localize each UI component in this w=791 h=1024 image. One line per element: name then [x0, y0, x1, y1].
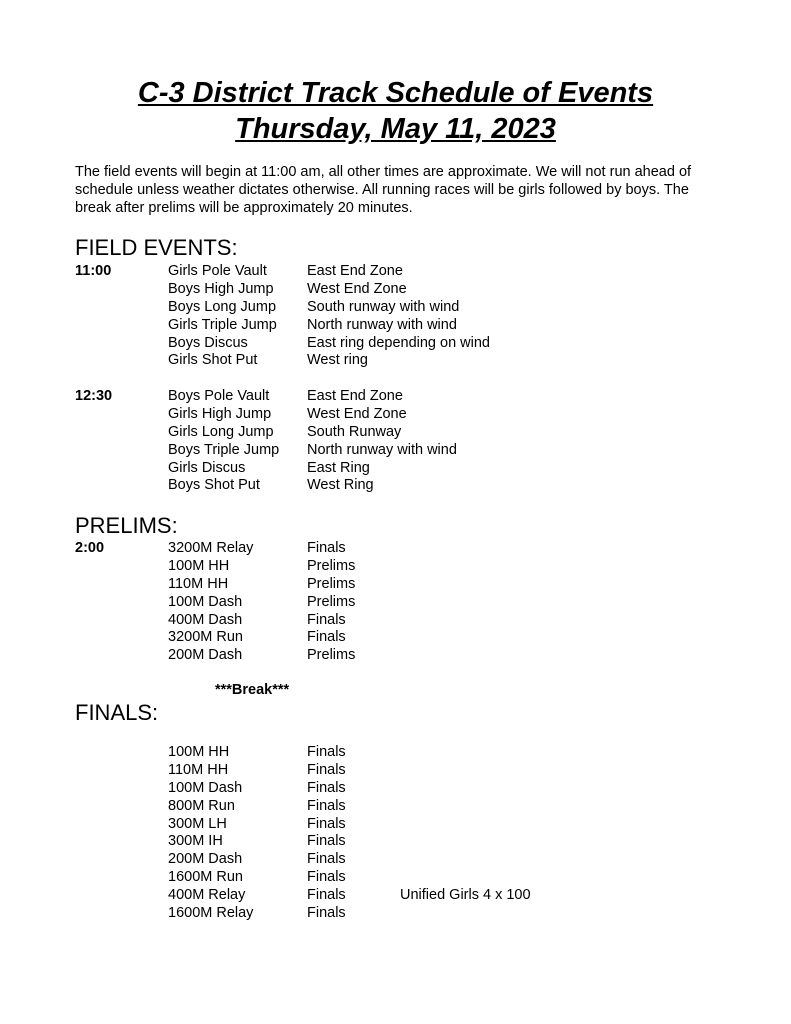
schedule-row — [75, 539, 725, 557]
event-location: East End Zone — [307, 388, 403, 404]
schedule-row — [75, 459, 725, 477]
event-name: 100M HH — [168, 744, 230, 760]
schedule-row — [75, 761, 725, 779]
event-location: South runway with wind — [307, 298, 460, 315]
schedule-row — [75, 850, 725, 868]
schedule-row — [75, 441, 725, 459]
finals-heading: FINALS: — [75, 700, 159, 725]
schedule-row — [75, 298, 725, 316]
schedule-row — [75, 797, 725, 815]
prelims-group — [75, 539, 725, 664]
event-name: 110M HH — [168, 575, 229, 592]
schedule-row — [75, 628, 725, 646]
event-location: East ring depending on wind — [307, 334, 490, 351]
event-location: North runway with wind — [307, 316, 457, 333]
intro-paragraph: The field events will begin at 11:00 am, all other times are approximate. We will not run ahead of schedule unless weather dictates otherwise. All running races will be girls followed by boys. The break after prelims will be approximately 20 minutes. — [75, 164, 692, 216]
prelims-heading: PRELIMS: — [75, 513, 178, 538]
schedule-row — [75, 423, 725, 441]
event-name: Boys Long Jump — [168, 298, 277, 315]
event-name: 1600M Run — [168, 869, 243, 886]
event-location: West End Zone — [307, 405, 407, 422]
event-name: Boys Pole Vault — [168, 388, 270, 404]
schedule-row — [75, 832, 725, 850]
event-name: 100M HH — [168, 557, 230, 574]
break-label: ***Break*** — [215, 682, 290, 698]
event-note: Unified Girls 4 x 100 — [400, 887, 531, 904]
schedule-row — [75, 611, 725, 629]
event-name: 300M LH — [168, 815, 227, 832]
event-type: Finals — [307, 905, 346, 922]
event-location: South Runway — [307, 423, 402, 440]
event-type: Prelims — [307, 593, 356, 610]
event-location: East End Zone — [307, 263, 403, 279]
event-type: Finals — [307, 761, 346, 778]
field-events-heading: FIELD EVENTS: — [75, 235, 238, 260]
event-name: Boys Discus — [168, 334, 248, 351]
schedule-row — [75, 779, 725, 797]
event-name: 200M Dash — [168, 647, 243, 664]
event-name: Girls Discus — [168, 459, 246, 476]
time-label: 12:30 — [75, 388, 113, 404]
schedule-row — [75, 868, 725, 886]
event-name: Girls Triple Jump — [168, 316, 277, 333]
event-name: Girls Long Jump — [168, 423, 274, 440]
event-name: Girls Shot Put — [168, 352, 258, 369]
event-name: Girls Pole Vault — [168, 263, 267, 279]
event-type: Finals — [307, 887, 346, 904]
event-type: Prelims — [307, 557, 356, 574]
event-location: West ring — [307, 352, 368, 369]
event-type: Finals — [307, 629, 346, 646]
field-events-group-1230 — [75, 387, 725, 494]
event-name: 3200M Run — [168, 629, 243, 646]
schedule-row — [75, 886, 725, 904]
event-type: Finals — [307, 833, 346, 850]
event-name: 100M Dash — [168, 779, 243, 796]
schedule-row — [75, 815, 725, 833]
event-type: Finals — [307, 851, 346, 868]
event-name: 3200M Relay — [168, 540, 254, 556]
document-date: Thursday, May 11, 2023 — [235, 113, 556, 145]
schedule-row — [75, 575, 725, 593]
schedule-row — [75, 334, 725, 352]
event-name: Girls High Jump — [168, 405, 272, 422]
schedule-row — [75, 646, 725, 664]
event-name: 1600M Relay — [168, 905, 254, 922]
event-name: 100M Dash — [168, 593, 243, 610]
schedule-row — [75, 904, 725, 922]
event-name: Boys High Jump — [168, 280, 274, 297]
event-location: North runway with wind — [307, 441, 457, 458]
event-location: East Ring — [307, 459, 370, 476]
schedule-row — [75, 405, 725, 423]
event-name: 200M Dash — [168, 851, 243, 868]
schedule-row — [75, 262, 725, 280]
schedule-row — [75, 743, 725, 761]
schedule-row — [75, 476, 725, 494]
event-name: 800M Run — [168, 797, 235, 814]
event-name: 400M Dash — [168, 611, 243, 628]
event-type: Finals — [307, 744, 346, 760]
event-name: 300M IH — [168, 833, 223, 850]
event-type: Finals — [307, 611, 346, 628]
schedule-row — [75, 387, 725, 405]
event-type: Prelims — [307, 575, 356, 592]
finals-group — [75, 743, 725, 922]
event-type: Finals — [307, 540, 346, 556]
event-location: West End Zone — [307, 280, 407, 297]
schedule-row — [75, 351, 725, 369]
event-type: Finals — [307, 779, 346, 796]
event-type: Finals — [307, 815, 346, 832]
event-type: Prelims — [307, 647, 356, 664]
time-label: 2:00 — [75, 540, 105, 556]
event-name: 400M Relay — [168, 887, 246, 904]
event-name: Boys Triple Jump — [168, 441, 280, 458]
event-location: West Ring — [307, 477, 374, 494]
document-title: C-3 District Track Schedule of Events — [137, 77, 654, 109]
event-type: Finals — [307, 869, 346, 886]
schedule-row — [75, 593, 725, 611]
event-type: Finals — [307, 797, 346, 814]
event-name: 110M HH — [168, 761, 229, 778]
event-name: Boys Shot Put — [168, 477, 260, 494]
schedule-row — [75, 280, 725, 298]
schedule-row — [75, 316, 725, 334]
schedule-row — [75, 557, 725, 575]
field-events-group-1100 — [75, 262, 725, 369]
time-label: 11:00 — [75, 263, 112, 279]
